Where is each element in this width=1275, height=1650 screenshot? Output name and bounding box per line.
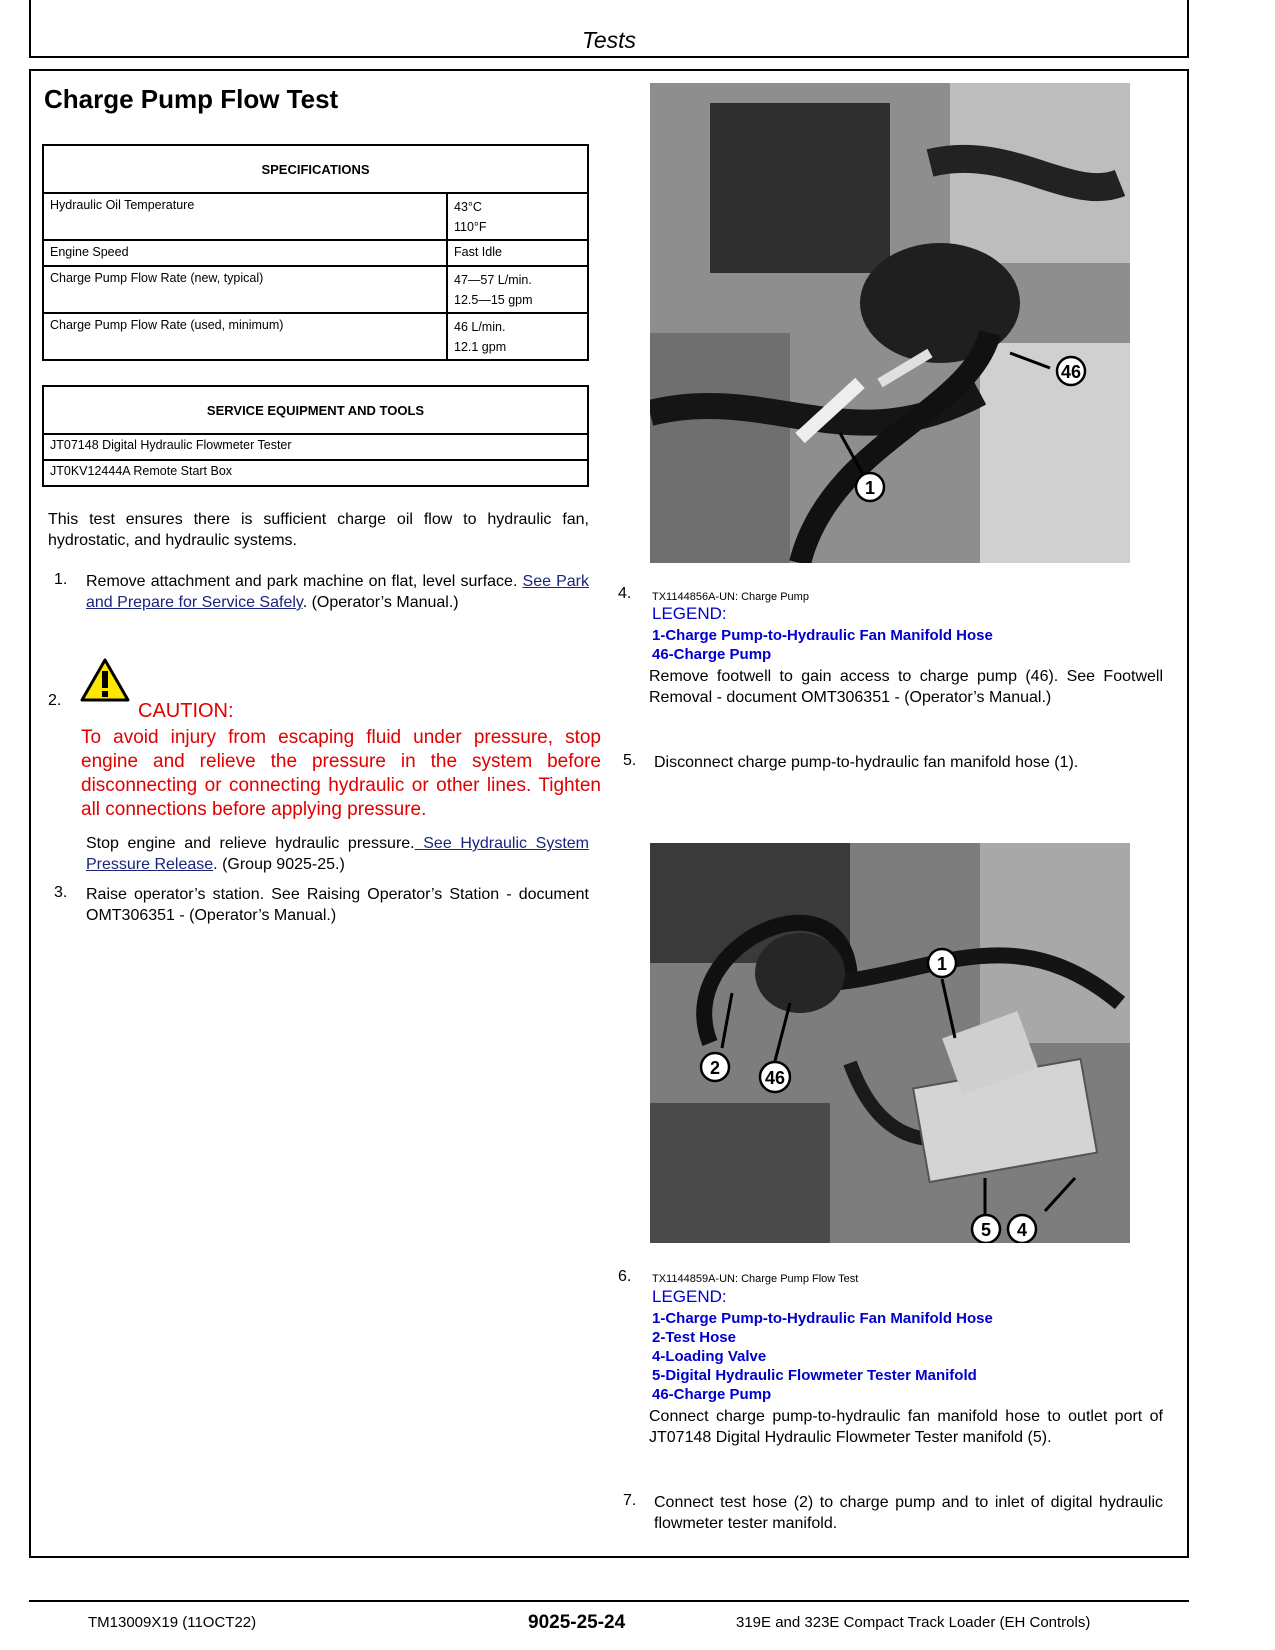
spec-value: 12.5—15 gpm [454, 293, 533, 307]
spec-value: 43°C [454, 200, 482, 214]
legend-item: 46-Charge Pump [652, 1386, 772, 1403]
spec-value: Fast Idle [447, 240, 588, 266]
park-and-prepare-link[interactable]: See Park and Prepare for Service Safely [86, 573, 590, 611]
step-2-after: . (Group 9025-25.) [213, 856, 345, 873]
step-2 [86, 833, 589, 875]
step-1 [86, 571, 589, 613]
footer-product: 319E and 323E Compact Track Loader (EH Controls) [736, 1614, 1091, 1631]
caution-text: To avoid injury from escaping fluid under pressure, stop engine and relieve the pressure in the system before disconnecting or connecting hydraulic or other lines. Tighten all connections before applying pressure. [81, 727, 601, 820]
step-number: 6. [618, 1268, 632, 1285]
step-7: Connect test hose (2) to charge pump and to inlet of digital hydraulic flowmeter tester manifold. [654, 1494, 1163, 1532]
step-number: 3. [54, 884, 68, 901]
callout-1: 1 [936, 954, 948, 974]
step-number: 5. [623, 752, 637, 769]
callout-4: 4 [1016, 1220, 1028, 1240]
figure-1-caption: TX1144856A-UN: Charge Pump [652, 591, 809, 603]
step-4: Remove footwell to gain access to charge pump (46). See Footwell Removal - document OMT306351 - (Operator’s Manual.) [649, 668, 1163, 706]
step-1-after: . (Operator’s Manual.) [302, 594, 459, 611]
callout-5: 5 [980, 1220, 992, 1240]
tools-table [42, 385, 589, 487]
tool-item: JT0KV12444A Remote Start Box [43, 460, 588, 486]
spec-value: 46 L/min. [454, 320, 506, 334]
figure-2-caption: TX1144859A-UN: Charge Pump Flow Test [652, 1273, 859, 1285]
warning-icon [80, 658, 130, 702]
step-1-text: Remove attachment and park machine on flat, level surface. [86, 573, 518, 590]
spec-value: 12.1 gpm [454, 340, 507, 354]
spec-value: 110°F [454, 220, 487, 234]
callout-1: 1 [864, 478, 876, 498]
intro-paragraph: This test ensures there is sufficient charge oil flow to hydraulic fan, hydrostatic, and hydraulic systems. [48, 511, 589, 549]
legend-item: 2-Test Hose [652, 1329, 736, 1346]
spec-label: Engine Speed [43, 240, 447, 266]
footer-document-id: TM13009X19 (11OCT22) [88, 1614, 257, 1631]
specifications-heading: SPECIFICATIONS [43, 145, 588, 193]
spec-label: Hydraulic Oil Temperature [43, 193, 447, 240]
step-6: Connect charge pump-to-hydraulic fan manifold hose to outlet port of JT07148 Digital Hydraulic Flowmeter Tester manifold (5). [649, 1408, 1163, 1446]
step-number: 2. [48, 692, 62, 709]
figure-2-legend-title: LEGEND: [652, 1287, 727, 1306]
legend-item: 4-Loading Valve [652, 1348, 767, 1365]
step-number: 4. [618, 585, 632, 602]
specifications-table [42, 144, 589, 361]
legend-item: 1-Charge Pump-to-Hydraulic Fan Manifold Hose [652, 627, 993, 644]
step-5: Disconnect charge pump-to-hydraulic fan manifold hose (1). [654, 754, 1079, 771]
flow-test-photo [650, 843, 1130, 1243]
running-header [29, 0, 1189, 58]
step-2-text: Stop engine and relieve hydraulic pressure. [86, 835, 415, 852]
spec-label: Charge Pump Flow Rate (used, minimum) [43, 313, 447, 360]
callout-46: 46 [764, 1068, 786, 1088]
caution-label: CAUTION: [138, 700, 234, 722]
spec-label: Charge Pump Flow Rate (new, typical) [43, 266, 447, 313]
pressure-release-link[interactable]: See Hydraulic System Pressure Release [86, 835, 589, 873]
footer-rule [29, 1600, 1189, 1602]
step-number: 1. [54, 571, 68, 588]
callout-2: 2 [709, 1058, 721, 1078]
section-title: Tests [581, 27, 637, 53]
spec-value: 47—57 L/min. [454, 273, 532, 287]
legend-item: 46-Charge Pump [652, 646, 772, 663]
tools-heading: SERVICE EQUIPMENT AND TOOLS [43, 386, 588, 434]
charge-pump-photo [650, 83, 1130, 563]
callout-46: 46 [1060, 362, 1082, 382]
figure-1-legend-title: LEGEND: [652, 604, 727, 623]
footer-page-number: 9025-25-24 [528, 1612, 626, 1633]
step-number: 7. [623, 1492, 637, 1509]
step-3: Raise operator’s station. See Raising Operator’s Station - document OMT306351 - (Operator’s Manual.) [86, 886, 589, 924]
legend-item: 5-Digital Hydraulic Flowmeter Tester Manifold [652, 1367, 977, 1384]
tool-item: JT07148 Digital Hydraulic Flowmeter Tester [43, 434, 588, 460]
page-title: Charge Pump Flow Test [44, 84, 339, 114]
legend-item: 1-Charge Pump-to-Hydraulic Fan Manifold Hose [652, 1310, 993, 1327]
